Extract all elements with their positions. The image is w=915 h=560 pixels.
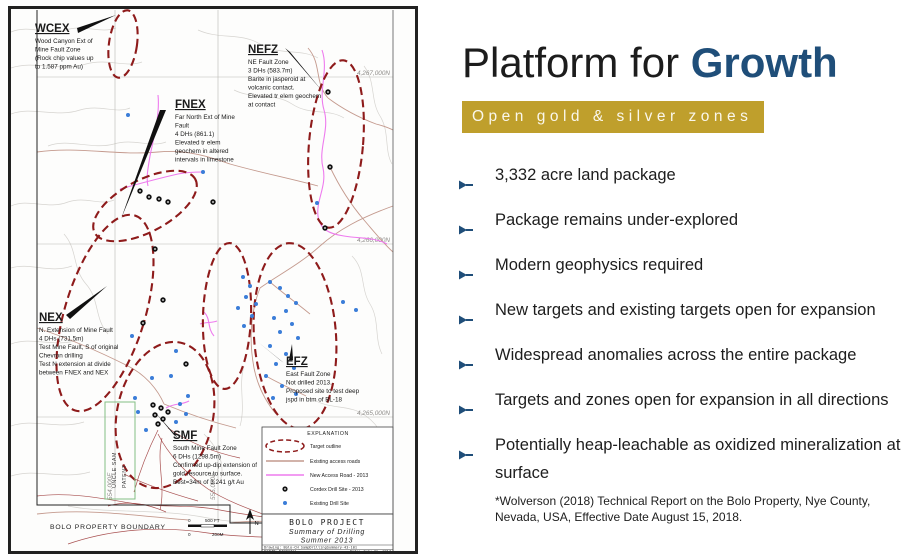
map-title-block	[262, 514, 393, 554]
scale-m-label: 200M	[212, 532, 224, 537]
wcex-code: WCEX	[35, 23, 70, 35]
nefz-desc-3: Barite in jasperoid at	[248, 76, 306, 83]
fnex-desc-3: 4 DHs (861.1)	[175, 131, 215, 138]
titleblock-sub1: Summary of Drilling	[288, 529, 366, 536]
nefz-desc-4: volcanic contact.	[248, 84, 295, 92]
nefz-desc-1: NE Fault Zone	[248, 59, 289, 66]
nex-desc-3: Test Mine Fault, S of original	[39, 344, 119, 351]
nex-desc-2: 4 DHs (731.5m)	[39, 335, 84, 343]
wcex-desc-3: (Rock chip values up	[35, 55, 94, 62]
smf-desc-3: Confirmed up-dip extension of	[173, 462, 258, 469]
scale-zero-m: 0	[188, 532, 191, 537]
legend-roads-label: Existing access roads	[310, 459, 361, 465]
scale-ft-label: 500 FT	[205, 518, 220, 523]
grid-label-e2: 555,000E	[210, 472, 217, 500]
page-title	[462, 40, 902, 86]
nefz-code: NEFZ	[248, 44, 279, 56]
bullet-list	[458, 161, 902, 487]
nex-code: NEX	[39, 312, 63, 324]
scale-zero-ft: 0	[188, 518, 191, 523]
title-accent: Growth	[690, 39, 838, 86]
bullet-text: Targets and zones open for expansion in all directions	[495, 391, 889, 410]
titleblock-drawing: Drawing: Bolo-CH_SampDrillingSummary-43-101	[264, 545, 358, 550]
nex-desc-4: Chevron drilling	[39, 352, 83, 360]
wcex-desc-1: Wood Canyon Ext of	[35, 38, 93, 45]
bullet-item	[458, 341, 902, 379]
nefz-desc-5: Elevated tr elem geochem	[248, 93, 322, 100]
efz-code: EFZ	[286, 356, 308, 368]
bolo-project-map	[8, 6, 418, 554]
arrow-bullet-icon	[458, 296, 495, 334]
property-boundary-label: BOLO PROPERTY BOUNDARY	[50, 524, 166, 531]
uncle-sam-label-2: PATENT	[122, 464, 128, 488]
fnex-desc-2: Fault	[175, 122, 189, 130]
titleblock-date: Date: July 31, 2017	[349, 549, 391, 554]
fnex-desc-1: Far North Ext of Mine	[175, 114, 235, 121]
wcex-desc-4: to 1.587 ppm Au)	[35, 63, 83, 71]
bullet-text: New targets and existing targets open for expansion	[495, 301, 876, 320]
nex-desc-1: N. Extension of Mine Fault	[39, 327, 113, 334]
smf-code: SMF	[173, 430, 198, 442]
bullet-item	[458, 161, 902, 199]
arrow-bullet-icon	[458, 386, 495, 424]
efz-desc-3: Proposed site to test deep	[286, 388, 360, 395]
north-label: N	[254, 521, 259, 527]
legend-title: EXPLANATION	[307, 431, 349, 437]
grid-label-n2: 4,266,000N	[356, 237, 390, 244]
subtitle-banner: Open gold & silver zones	[462, 101, 764, 133]
smf-desc-4: gold resource to surface.	[173, 470, 243, 478]
bullet-item	[458, 296, 902, 334]
bullet-item	[458, 386, 902, 424]
efz-desc-4: jspd in btm of BL-18	[286, 396, 343, 404]
bullet-text: Potentially heap-leachable as oxidized mineralization at surface	[495, 436, 901, 483]
grid-label-e1: 554,000E	[107, 472, 114, 500]
arrow-bullet-icon	[458, 341, 495, 379]
map-legend	[262, 427, 393, 514]
fnex-desc-4: Elevated tr elem	[175, 139, 221, 147]
legend-newroad-label: New Access Road - 2013	[310, 473, 369, 479]
bullet-text: Modern geophysics required	[495, 256, 704, 275]
arrow-bullet-icon	[458, 206, 495, 244]
arrow-bullet-icon	[458, 251, 495, 289]
title-prefix: Platform for	[462, 39, 691, 86]
fnex-code: FNEX	[175, 99, 206, 111]
content-panel	[458, 40, 902, 525]
nex-desc-6: between FNEX and NEX	[39, 369, 109, 377]
titleblock-name: BOLO PROJECT	[289, 518, 365, 527]
wcex-desc-2: Mine Fault Zone	[35, 46, 81, 54]
nefz-desc-2: 3 DHs (583.7m)	[248, 67, 293, 75]
titleblock-datum: DATUM: NAD83Z11	[264, 549, 297, 554]
nex-desc-5: Test N extension at divide	[39, 361, 111, 368]
legend-cordex-label: Cordex Drill Site - 2013	[310, 487, 364, 493]
bullet-text: Widespread anomalies across the entire package	[495, 346, 857, 365]
bullet-text: 3,332 acre land package	[495, 166, 676, 185]
legend-target-label: Target outline	[310, 444, 342, 450]
titleblock-sub2: Summer 2013	[300, 537, 354, 545]
grid-label-n1: 4,267,000N	[356, 70, 390, 77]
bolo-map-svg	[8, 6, 418, 554]
arrow-bullet-icon	[458, 431, 495, 469]
footnote: *Wolverson (2018) Technical Report on the Bolo Property, Nye County, Nevada, USA, Effective Date August 15, 2018.	[495, 494, 871, 524]
nefz-desc-6: at contact	[248, 101, 276, 109]
bullet-text: Package remains under-explored	[495, 211, 739, 230]
efz-desc-2: Not drilled 2013.	[286, 379, 332, 387]
legend-existing-swatch	[283, 501, 287, 505]
fnex-desc-6: intervals in limestone	[175, 156, 234, 164]
smf-desc-2: 6 DHs (1298.5m)	[173, 453, 221, 461]
efz-desc-1: East Fault Zone	[286, 371, 331, 378]
grid-label-n3: 4,265,000N	[356, 410, 390, 417]
bullet-item	[458, 251, 902, 289]
fnex-desc-5: geochem in altered	[175, 148, 229, 155]
legend-existing-label: Existing Drill Site	[310, 501, 349, 507]
arrow-bullet-icon	[458, 161, 495, 199]
bullet-item	[458, 431, 902, 487]
bullet-item	[458, 206, 902, 244]
smf-desc-1: South Mine Fault Zone	[173, 445, 237, 452]
uncle-sam-label-1: UNCLE SAM	[112, 452, 118, 488]
smf-desc-5: Best=34m of 3.241 g/t Au	[173, 479, 244, 486]
